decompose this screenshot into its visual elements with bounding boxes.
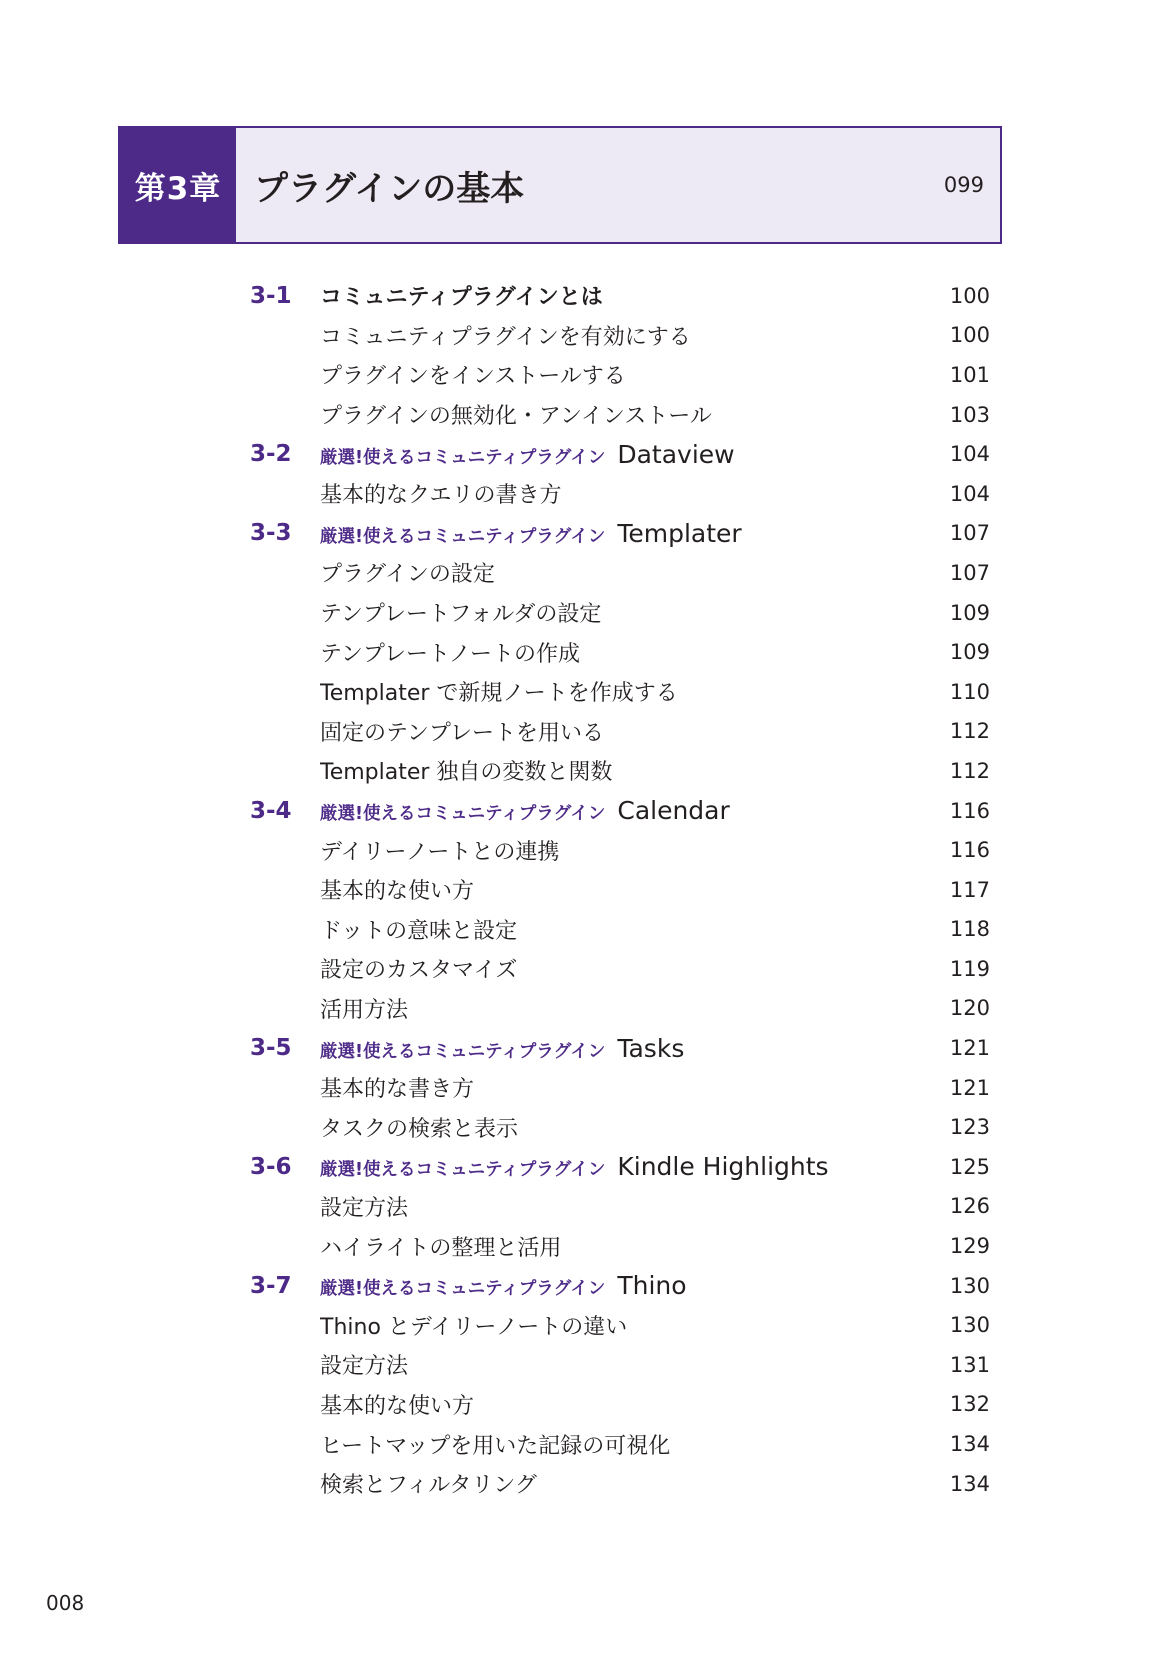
toc-subentry <box>250 1107 990 1147</box>
toc-page-number: 118 <box>949 917 990 942</box>
chapter-label: 第3章 <box>120 128 236 242</box>
toc-entry-title: テンプレートノートの作成 <box>320 641 581 667</box>
toc-entry-title: ヒートマップを用いた記録の可視化 <box>320 1433 671 1459</box>
toc-page-number: 100 <box>949 323 990 348</box>
toc-entry-title <box>320 796 930 825</box>
toc-page-number: 132 <box>949 1392 990 1417</box>
toc-entry-prefix: 厳選!使えるコミュニティプラグイン <box>320 1041 606 1062</box>
toc-entry-title: タスクの検索と表示 <box>320 1116 519 1142</box>
toc-page-number: 103 <box>949 402 990 427</box>
toc-page-number: 134 <box>949 1471 990 1496</box>
toc-section-number: 3-3 <box>250 520 292 547</box>
toc-section-number: 3-4 <box>250 797 292 824</box>
toc-page-number: 109 <box>949 640 990 665</box>
toc-subentry <box>250 1385 990 1425</box>
toc-page-number: 120 <box>949 996 990 1021</box>
chapter-page-number: 099 <box>943 173 984 197</box>
toc-page-number: 134 <box>949 1432 990 1457</box>
toc-entry-prefix: 厳選!使えるコミュニティプラグイン <box>320 1279 606 1300</box>
toc-section-number: 3-2 <box>250 441 292 468</box>
toc-subentry <box>250 593 990 633</box>
toc-section-entry <box>250 1147 990 1187</box>
toc-entry-title: ドットの意味と設定 <box>320 918 518 944</box>
toc-subentry <box>250 910 990 950</box>
toc-page-number: 104 <box>949 481 990 506</box>
chapter-header <box>118 126 1002 244</box>
toc-subentry <box>250 474 990 514</box>
toc-plugin-name: Thino <box>617 1271 687 1301</box>
toc-section-entry <box>250 791 990 831</box>
toc-entry-title: 設定方法 <box>320 1195 409 1221</box>
toc-entry-title: デイリーノートとの連携 <box>320 839 560 865</box>
toc-entry-prefix: 厳選!使えるコミュニティプラグイン <box>320 526 606 547</box>
table-of-contents <box>250 276 990 1503</box>
toc-page-number: 112 <box>949 758 990 783</box>
toc-subentry <box>250 1464 990 1504</box>
toc-entry-title <box>320 1152 930 1181</box>
toc-entry-prefix: 厳選!使えるコミュニティプラグイン <box>320 447 606 468</box>
toc-entry-title: テンプレートフォルダの設定 <box>320 602 602 628</box>
toc-subentry <box>250 870 990 910</box>
toc-subentry <box>250 316 990 356</box>
toc-entry-title: 固定のテンプレートを用いる <box>320 720 605 746</box>
page-folio: 008 <box>46 1591 85 1615</box>
toc-section-number: 3-7 <box>250 1272 292 1299</box>
toc-subentry <box>250 672 990 712</box>
toc-page-number: 129 <box>949 1234 990 1259</box>
toc-subentry <box>250 949 990 989</box>
toc-entry-title: 設定のカスタマイズ <box>320 958 518 984</box>
toc-entry-title: Templater 独自の変数と関数 <box>320 760 613 786</box>
toc-page-number: 100 <box>949 283 990 308</box>
toc-entry-title <box>320 519 930 548</box>
toc-entry-title: 活用方法 <box>320 997 409 1023</box>
toc-page-number: 126 <box>949 1194 990 1219</box>
toc-subentry <box>250 355 990 395</box>
toc-section-entry <box>250 276 990 316</box>
toc-subentry <box>250 632 990 672</box>
toc-page-number: 107 <box>949 560 990 585</box>
toc-page-number: 121 <box>949 1075 990 1100</box>
toc-plugin-name: Tasks <box>617 1033 685 1063</box>
toc-page-number: 119 <box>949 956 990 981</box>
toc-entry-title: 基本的なクエリの書き方 <box>320 483 562 509</box>
toc-page-number: 110 <box>949 679 990 704</box>
toc-plugin-name: Calendar <box>617 796 730 826</box>
toc-page-number: 112 <box>949 719 990 744</box>
toc-page-number: 116 <box>949 838 990 863</box>
toc-subentry <box>250 553 990 593</box>
toc-entry-prefix: 厳選!使えるコミュニティプラグイン <box>320 804 606 825</box>
toc-entry-title: 基本的な書き方 <box>320 1077 475 1103</box>
toc-page-number: 116 <box>949 798 990 823</box>
toc-entry-title: 検索とフィルタリング <box>320 1473 537 1499</box>
toc-entry-title: Templater で新規ノートを作成する <box>320 681 678 707</box>
toc-subentry <box>250 1345 990 1385</box>
toc-subentry <box>250 1424 990 1464</box>
toc-page-number: 131 <box>949 1352 990 1377</box>
toc-entry-title: 基本的な使い方 <box>320 879 475 905</box>
toc-page-number: 130 <box>949 1273 990 1298</box>
toc-section-entry <box>250 1266 990 1306</box>
toc-subentry <box>250 712 990 752</box>
toc-entry-title: コミュニティプラグインとは <box>320 285 603 311</box>
toc-subentry <box>250 1305 990 1345</box>
toc-section-number: 3-5 <box>250 1035 292 1062</box>
toc-page-number: 107 <box>949 521 990 546</box>
toc-subentry <box>250 1226 990 1266</box>
toc-page-number: 101 <box>949 362 990 387</box>
toc-subentry <box>250 989 990 1029</box>
toc-entry-title: プラグインの無効化・アンインストール <box>320 404 712 430</box>
toc-entry-title: ハイライトの整理と活用 <box>320 1235 562 1261</box>
toc-entry-title <box>320 440 930 469</box>
toc-entry-title <box>320 1271 930 1300</box>
toc-page-number: 121 <box>949 1036 990 1061</box>
toc-section-number: 3-6 <box>250 1153 292 1180</box>
toc-subentry <box>250 395 990 435</box>
toc-entry-title: コミュニティプラグインを有効にする <box>320 324 691 350</box>
toc-subentry <box>250 751 990 791</box>
toc-subentry <box>250 1187 990 1227</box>
toc-plugin-name: Dataview <box>617 439 735 469</box>
toc-page-number: 130 <box>949 1313 990 1338</box>
toc-entry-title: 設定方法 <box>320 1354 409 1380</box>
toc-page-number: 104 <box>949 442 990 467</box>
toc-entry-title: プラグインをインストールする <box>320 364 626 390</box>
toc-subentry <box>250 830 990 870</box>
toc-entry-title <box>320 1034 930 1063</box>
toc-section-number: 3-1 <box>250 282 292 309</box>
toc-subentry <box>250 1068 990 1108</box>
toc-page-number: 125 <box>949 1154 990 1179</box>
toc-entry-title: プラグインの設定 <box>320 562 495 588</box>
toc-section-entry <box>250 434 990 474</box>
toc-page-number: 117 <box>949 877 990 902</box>
toc-plugin-name: Kindle Highlights <box>617 1152 829 1182</box>
toc-plugin-name: Templater <box>617 518 742 548</box>
toc-entry-title: Thino とデイリーノートの違い <box>320 1314 628 1340</box>
chapter-title: プラグインの基本 <box>254 168 525 209</box>
toc-page-number: 109 <box>949 600 990 625</box>
toc-entry-title: 基本的な使い方 <box>320 1393 475 1419</box>
toc-entry-prefix: 厳選!使えるコミュニティプラグイン <box>320 1160 606 1181</box>
toc-section-entry <box>250 1028 990 1068</box>
toc-page-number: 123 <box>949 1115 990 1140</box>
toc-section-entry <box>250 514 990 554</box>
